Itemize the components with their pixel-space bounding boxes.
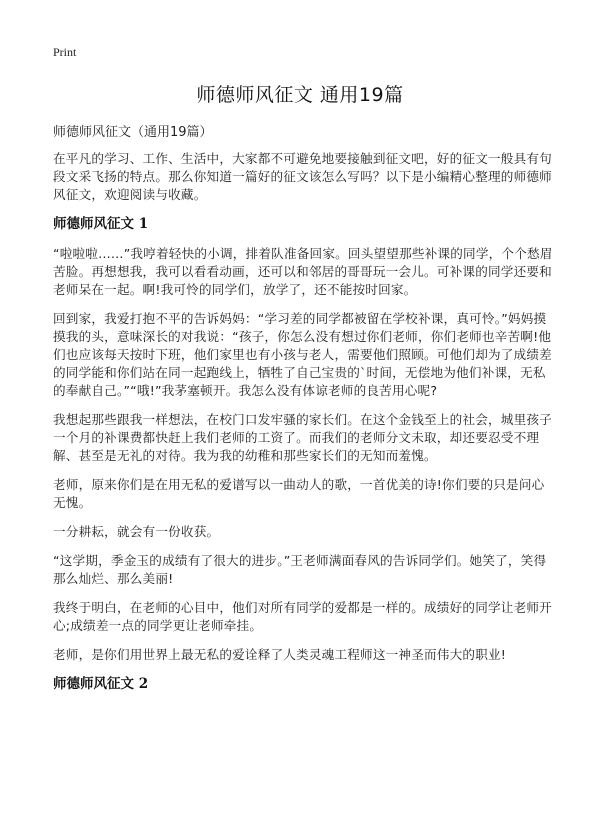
- print-label: Print: [53, 45, 77, 59]
- paragraph: 老师，是你们用世界上最无私的爱诠释了人类灵魂工程师这一神圣而伟大的职业!: [53, 647, 507, 662]
- section-heading: 师德师风征文 1: [53, 216, 149, 232]
- paragraph: 一分耕耘，就会有一份收获。: [53, 524, 220, 539]
- document-body: [53, 150, 553, 705]
- document-subtitle: 师德师风征文（通用19篇）: [53, 125, 213, 140]
- paragraph: 我终于明白，在老师的心目中，他们对所有同学的爱都是一样的。成绩好的同学让老师开心;成绩差一点的同学更让老师牵挂。: [53, 600, 552, 633]
- document-title: 师德师风征文 通用19篇: [196, 84, 404, 106]
- paragraph: 回到家，我爱打抱不平的告诉妈妈：“学习差的同学都被留在学校补课，真可怜。”妈妈摸摸我的头，意味深长的对我说：“孩子，你怎么没有想过你们老师，你们老师也辛苦啊!他们也应该每天按时下班，他们家里也有小孩与老人，需要他们照顾。可他们却为了成绩差的同学能和你们站在同一起跑线上，牺牲了自己宝贵的`时间，无偿地为他们补课，无私的奉献自己。”“哦!”我茅塞顿开。我怎么没有体谅老师的良苦用心呢?: [53, 311, 552, 398]
- intro-paragraph: 在平凡的学习、工作、生活中，大家都不可避免地要接触到征文吧，好的征文一般具有句段文采飞扬的特点。那么你知道一篇好的征文该怎么写吗？以下是小编精心整理的师德师风征文，欢迎阅读与收藏。: [53, 151, 552, 202]
- paragraph: 我想起那些跟我一样想法，在校门口发牢骚的家长们。在这个金钱至上的社会，城里孩子一个月的补课费都快赶上我们老师的工资了。而我们的老师分文未取，却还要忍受不理解、甚至是无礼的对待。我为我的幼稚和那些家长们的无知而羞愧。: [53, 412, 552, 463]
- section-heading: 师德师风征文 2: [53, 676, 149, 692]
- paragraph: 老师，原来你们是在用无私的爱谱写以一曲动人的歌，一首优美的诗!你们要的只是问心无愧。: [53, 477, 545, 510]
- paragraph: “这学期，季金玉的成绩有了很大的进步。”王老师满面春风的告诉同学们。她笑了，笑得那么灿烂、那么美丽!: [53, 553, 547, 586]
- paragraph: “啦啦啦……”我哼着轻快的小调，排着队准备回家。回头望望那些补课的同学，个个愁眉苦脸。再想想我，我可以看看动画，还可以和邻居的哥哥玩一会儿。可补课的同学还要和老师呆在一起。啊!我可怜的同学们，放学了，还不能按时回家。: [53, 246, 553, 297]
